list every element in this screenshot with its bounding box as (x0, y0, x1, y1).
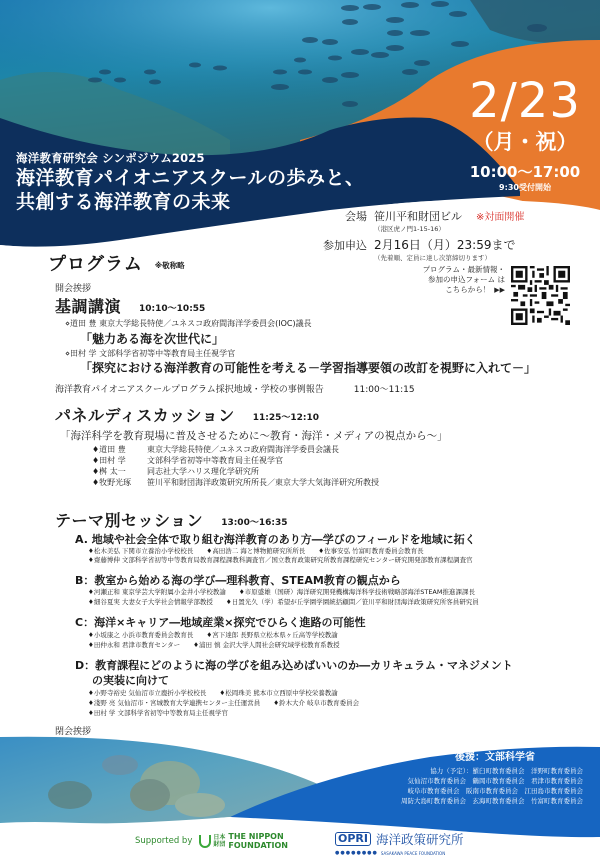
keynote-speaker-1: ⋄道田 豊 東京大学総長特使／ユネスコ政府間海洋学委員会(IOC)議長 (65, 319, 312, 328)
panel-member-name: ♦牧野光琢 (92, 478, 132, 487)
panel-theme: 「海洋科学を教育現場に普及させるために〜教育・海洋・メディアの視点から〜」 (60, 430, 448, 442)
session-d-speakers-1: ♦小野寺裕史 気仙沼市立鹿折小学校校長 ♦松岡珠美 熊本市立西原中学校栄養教諭 (88, 689, 338, 697)
endorsement: 後援：文部科学省 (455, 752, 535, 763)
session-b-speakers-1: ♦河瀬正和 東京学芸大学附属小金井小学校教諭 ♦市原盛雄（国研）海洋研究開発機構海洋科学技術戦略部海洋STEAM推進課課長 (88, 588, 475, 596)
program-heading (48, 250, 185, 276)
sponsor-nippon-foundation (135, 832, 288, 850)
arrow-right-icon: ▶▶ (494, 286, 505, 294)
qr-code[interactable] (511, 266, 570, 325)
session-d-title: D：教育課程にどのように海の学びを組み込めばいいのか―カリキュラム・マネジメント (75, 659, 513, 672)
session-d-title-line2: の実装に向けて (92, 674, 169, 687)
panel-member (92, 477, 379, 488)
sessions-title: テーマ別セッション (55, 511, 204, 530)
closing-remarks: 閉会挨拶 (55, 727, 92, 737)
cooperation-line: 周防大島町教育委員会 玄海町教育委員会 竹富町教育委員会 (401, 797, 583, 805)
panel-members (92, 444, 379, 488)
nippon-foundation-logo (199, 832, 288, 850)
panel-time: 11:25〜12:10 (252, 413, 320, 423)
opri-subtitle: SASAKAWA PEACE FOUNDATION (380, 850, 446, 856)
panel-member-name: ♦田村 学 (92, 456, 126, 465)
keynote-heading (55, 294, 205, 317)
registration-time: 9:30受付開始 (499, 183, 551, 192)
nippon-foundation-name-line2: FOUNDATION (228, 841, 288, 850)
event-date-block (450, 73, 600, 193)
venue-info (300, 208, 524, 263)
program-title: プログラム (48, 254, 143, 275)
panel-member-name: ♦桝 太一 (92, 467, 126, 476)
dots-icon: ●●●●●●●● (335, 850, 378, 856)
cooperation-list (401, 766, 583, 806)
sessions-time: 13:00〜16:35 (221, 518, 288, 528)
panel-member (92, 466, 379, 477)
keynote-time: 10:10〜10:55 (139, 304, 206, 314)
session-d-speakers-3: ♦田村 学 文部科学省初等中等教育局主任視学官 (88, 709, 228, 717)
nippon-foundation-mark-icon (199, 835, 211, 848)
honorific-note: ※敬称略 (154, 260, 185, 270)
session-a-speakers-1: ♦松木美弘 下関市立養治小学校校長 ♦高田浩二 海と博物館研究所所長 ♦佐事安弘 竹富町教育委員会教育長 (88, 547, 424, 555)
cooperation-line: 協力（予定）：羅臼町教育委員会 洋野町教育委員会 (430, 767, 583, 775)
opening-remarks: 開会挨拶 (55, 284, 92, 294)
nippon-foundation-kanji: 日本 財団 (213, 834, 226, 848)
venue-name: 笹川平和財団ビル (374, 210, 462, 223)
opri-logo (335, 830, 464, 856)
event-date: 2/23 (469, 73, 581, 129)
session-d-speakers-2: ♦淺野 亮 気仙沼市・宮城教育大学連携センター主任運営員 ♦鈴木大介 岐阜市教育委員会 (88, 699, 360, 707)
event-title-line2: 共創する海洋教育の未来 (16, 191, 231, 213)
session-a-speakers-2: ♦齋藤博伸 文部科学省初等中等教育局教育課程課教科調査官／国立教育政策研究所教育課程研究センター研究開発部教育課程調査官 (88, 556, 473, 564)
qr-caption (395, 265, 505, 295)
venue-address: （港区虎ノ門1-15-16） (374, 225, 445, 233)
event-time: 10:00〜17:00 (469, 163, 581, 181)
keynote-speaker-2: ⋄田村 学 文部科学省初等中等教育局主任視学官 (65, 349, 236, 358)
opri-name: 海洋政策研究所 (375, 832, 464, 847)
session-b-title: B：教室から始める海の学び―理科教育、STEAM教育の観点から (75, 574, 401, 587)
cooperation-line: 気仙沼市教育委員会 鶴岡市教育委員会 君津市教育委員会 (407, 777, 583, 785)
event-weekday: （月・祝） (472, 130, 578, 154)
qr-caption-line1: プログラム・最新情報・ (422, 265, 505, 274)
qr-caption-line2: 参加の申込フォーム は (427, 275, 505, 284)
venue-label: 会場 (345, 210, 367, 223)
panel-member-role: 笹川平和財団海洋政策研究所所長／東京大学大気海洋研究所教授 (147, 478, 379, 487)
session-c-title: C：海洋×キャリア―地域産業×探究でひらく進路の可能性 (75, 616, 366, 629)
panel-member-role: 同志社大学ハリス理化学研究所 (147, 467, 259, 476)
case-report (55, 382, 415, 395)
panel-member-role: 文部科学省初等中等教育局主任視学官 (147, 456, 283, 465)
panel-member-name: ♦道田 豊 (92, 445, 126, 454)
apply-note: （先着順、定員に達し次第締切ります） (374, 254, 491, 262)
event-title (16, 166, 365, 214)
panel-member-role: 東京大学総長特使／ユネスコ政府間海洋学委員会議長 (147, 445, 339, 454)
opri-abbr: OPRI (335, 832, 371, 846)
event-title-line1: 海洋教育パイオニアスクールの歩みと、 (16, 167, 365, 189)
session-b-speakers-2: ♦細谷夏実 大妻女子大学社会情報学部教授 ♦日置光久（学）希望が丘学園学園統括顧問／笹川平和財団海洋政策研究所客員研究員 (88, 598, 479, 606)
sessions-heading (55, 508, 287, 531)
nippon-foundation-name (228, 832, 288, 850)
case-report-time: 11:00〜11:15 (353, 385, 415, 395)
keynote-talk-2: 「探究における海洋教育の可能性を考える－学習指導要領の改訂を視野に入れて－」 (80, 361, 537, 375)
panel-member (92, 444, 379, 455)
nippon-foundation-name-line1: THE NIPPON (228, 832, 284, 841)
apply-label: 参加申込 (323, 239, 367, 252)
apply-deadline: 2月16日（月）23:59まで (374, 238, 516, 252)
case-report-label: 海洋教育パイオニアスクールプログラム採択地域・学校の事例報告 (55, 385, 324, 395)
in-person-note: ※対面開催 (476, 212, 525, 223)
panel-heading (55, 403, 319, 426)
session-c-speakers-1: ♦小坂康之 小浜市教育委員会教育長 ♦宮下達郎 長野県立松本県ヶ丘高等学校教諭 (88, 631, 338, 639)
supported-by-label: Supported by (135, 836, 193, 846)
session-a-title: A. 地域や社会全体で取り組む海洋教育のあり方―学びのフィールドを地域に拓く (75, 533, 476, 546)
session-c-speakers-2: ♦田仲永和 君津市教育センター ♦浦田 慎 金沢大学人間社会研究域学校教育系教授 (88, 641, 340, 649)
panel-member (92, 455, 379, 466)
keynote-talk-1: 「魅力ある海を次世代に」 (80, 332, 225, 346)
cooperation-line: 岐阜市教育委員会 阪南市教育委員会 江田島市教育委員会 (407, 787, 583, 795)
qr-caption-line3: こちらから！ (445, 285, 491, 294)
keynote-title: 基調講演 (55, 297, 122, 316)
event-subtitle: 海洋教育研究会 シンポジウム2025 (16, 151, 205, 165)
panel-title: パネルディスカッション (55, 406, 235, 425)
